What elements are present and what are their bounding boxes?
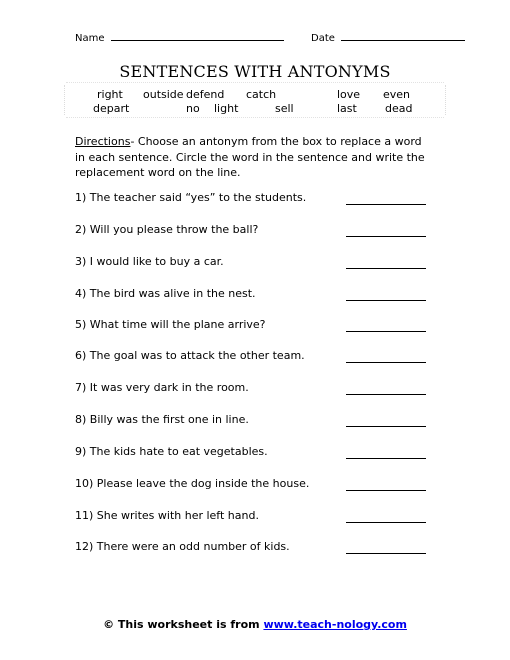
- answer-line-1[interactable]: [346, 203, 426, 205]
- answer-line-10[interactable]: [346, 489, 426, 491]
- word-item: even: [383, 88, 411, 101]
- question-1: 1) The teacher said “yes” to the students.: [75, 191, 307, 204]
- answer-line-7[interactable]: [346, 393, 426, 395]
- question-8: 8) Billy was the first one in line.: [75, 413, 249, 426]
- directions: [75, 134, 435, 181]
- word-item: right: [97, 88, 123, 101]
- worksheet-title: SENTENCES WITH ANTONYMS: [119, 62, 391, 81]
- answer-line-9[interactable]: [346, 457, 426, 459]
- word-item: sell: [275, 102, 294, 115]
- directions-label: Directions: [75, 135, 131, 148]
- word-item: dead: [385, 102, 413, 115]
- date-label: Date: [311, 33, 335, 44]
- directions-text: - Choose an antonym from the box to replace a word in each sentence. Circle the word in the sentence and write the replacement word on the line.: [75, 135, 425, 179]
- answer-line-12[interactable]: [346, 552, 426, 554]
- word-item: light: [214, 102, 239, 115]
- answer-line-4[interactable]: [346, 299, 426, 301]
- word-item: love: [337, 88, 361, 101]
- footer-credit: [0, 618, 510, 631]
- question-9: 9) The kids hate to eat vegetables.: [75, 445, 268, 458]
- name-line: [111, 31, 284, 41]
- name-label: Name: [75, 33, 105, 44]
- word-item: depart: [93, 102, 130, 115]
- word-item: defend: [186, 88, 225, 101]
- question-10: 10) Please leave the dog inside the house.: [75, 477, 310, 490]
- question-3: 3) I would like to buy a car.: [75, 255, 224, 268]
- answer-line-3[interactable]: [346, 267, 426, 269]
- answer-line-6[interactable]: [346, 361, 426, 363]
- answer-line-11[interactable]: [346, 521, 426, 523]
- question-11: 11) She writes with her left hand.: [75, 509, 259, 522]
- question-4: 4) The bird was alive in the nest.: [75, 287, 256, 300]
- date-line: [341, 31, 465, 41]
- answer-line-2[interactable]: [346, 235, 426, 237]
- question-7: 7) It was very dark in the room.: [75, 381, 249, 394]
- date-field: [311, 31, 465, 44]
- question-5: 5) What time will the plane arrive?: [75, 318, 266, 331]
- name-field: [75, 31, 284, 44]
- teach-nology-link[interactable]: www.teach-nology.com: [263, 618, 407, 631]
- question-12: 12) There were an odd number of kids.: [75, 540, 290, 553]
- answer-line-5[interactable]: [346, 330, 426, 332]
- word-box: [66, 82, 444, 118]
- answer-line-8[interactable]: [346, 425, 426, 427]
- footer-prefix: © This worksheet is from: [103, 618, 264, 631]
- word-item: last: [337, 102, 357, 115]
- question-2: 2) Will you please throw the ball?: [75, 223, 259, 236]
- word-item: catch: [246, 88, 277, 101]
- word-item: outside: [143, 88, 184, 101]
- word-item: no: [186, 102, 200, 115]
- question-6: 6) The goal was to attack the other team.: [75, 349, 305, 362]
